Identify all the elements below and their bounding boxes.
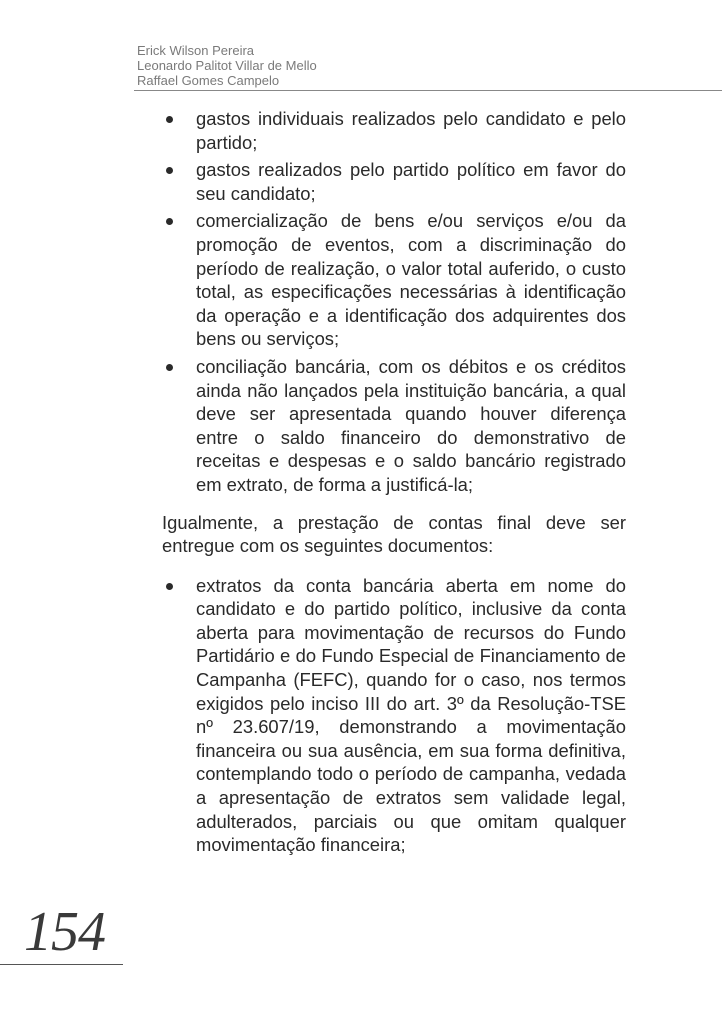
- list-item-text: comercialização de bens e/ou serviços e/ou da promoção de eventos, com a discriminação do período de realização, o valor total auferido, o custo total, as especificações necessárias à identificação da operação e a identificação dos adquirentes dos bens ou serviços;: [196, 210, 626, 350]
- author-name: Erick Wilson Pereira: [137, 43, 255, 58]
- running-header-authors: [137, 43, 317, 88]
- page-body: [162, 107, 626, 861]
- list-item: [162, 355, 626, 497]
- page-number-underline: [0, 964, 123, 965]
- author-name: Raffael Gomes Campelo: [137, 73, 280, 88]
- header-divider: [134, 90, 722, 91]
- list-item: [162, 107, 626, 154]
- page-number: 154: [24, 901, 105, 963]
- list-item-text: gastos individuais realizados pelo candidato e pelo partido;: [196, 108, 626, 153]
- list-item: [162, 209, 626, 351]
- author-name: Leonardo Palitot Villar de Mello: [137, 58, 317, 73]
- body-paragraph: Igualmente, a prestação de contas final deve ser entregue com os seguintes documentos:: [162, 511, 626, 557]
- list-item-text: conciliação bancária, com os débitos e os créditos ainda não lançados pela instituição bancária, a qual deve ser apresentada quando houver diferença entre o saldo financeiro do demonstrativo de receitas e despesas e o saldo bancário registrado em extrato, de forma a justificá-la;: [196, 355, 626, 495]
- list-item: [162, 158, 626, 205]
- list-item-text: gastos realizados pelo partido político em favor do seu candidato;: [196, 159, 626, 204]
- list-item: [162, 574, 626, 857]
- list-item-text: extratos da conta bancária aberta em nome do candidato e do partido político, inclusive da conta aberta para movimentação de recursos do Fundo Partidário e do Fundo Especial de Financiamento de Campanha (FEFC), quando for o caso, nos termos exigidos pelo inciso III do art. 3º da Resolução-TSE nº 23.607/19, demonstrando a movimentação financeira ou sua ausência, em sua forma definitiva, contemplando todo o período de campanha, vedada a apresentação de extratos sem validade legal, adulterados, parciais ou que omitam qualquer movimentação financeira;: [196, 574, 626, 856]
- bullet-list-documents: [162, 574, 626, 857]
- bullet-list-expenses: [162, 107, 626, 497]
